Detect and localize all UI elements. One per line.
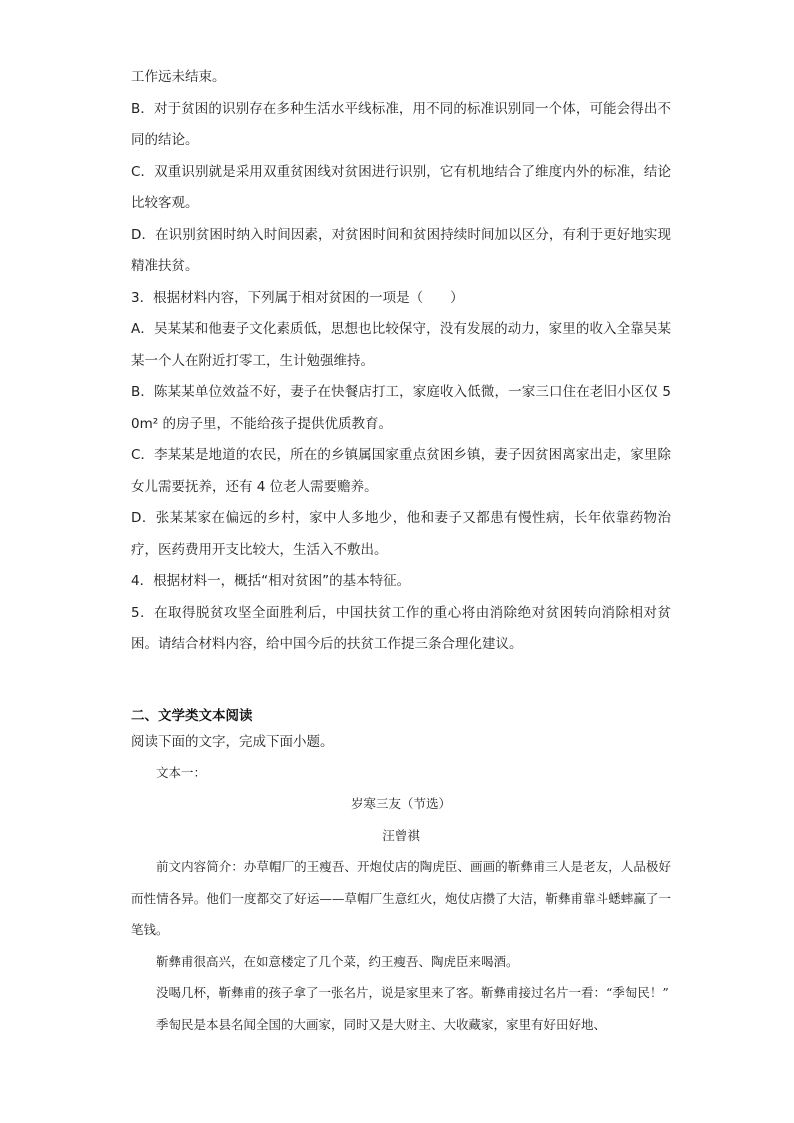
q3-option-c: C．李某某是地道的农民，所在的乡镇属国家重点贫困乡镇，妻子因贫困离家出走，家里除女儿需要抚养，还有 4 位老人需要赡养。	[131, 447, 671, 495]
option-d: D．在识别贫困时纳入时间因素，对贫困时间和贫困持续时间加以区分，有利于更好地实现精准扶贫。	[131, 226, 671, 274]
question-3: 3．根据材料内容，下列属于相对贫困的一项是（ ）	[131, 289, 464, 306]
q3-option-d: D．张某某家在偏远的乡村，家中人多地少，他和妻子又都患有慢性病，长年依靠药物治疗，医药费用开支比较大，生活入不敷出。	[131, 510, 671, 558]
option-b: B．对于贫困的识别存在多种生活水平线标准，用不同的标准识别同一个体，可能会得出不同的结论。	[131, 100, 671, 148]
story-author: 汪曾祺	[382, 827, 420, 843]
text-line: 工作远未结束。	[131, 69, 226, 85]
section-spacer	[131, 661, 671, 703]
question-4: 4．根据材料一，概括“相对贫困”的基本特征。	[131, 573, 411, 589]
section-intro: 阅读下面的文字，完成下面小题。	[131, 733, 334, 750]
story-paragraph: 靳彝甫很高兴，在如意楼定了几个菜，约王瘦吾、陶虎臣来喝酒。	[156, 953, 519, 969]
option-c: C．双重识别就是采用双重贫困线对贫困进行识别，它有机地结合了维度内外的标准，结论比较客观。	[131, 163, 671, 211]
section-title: 二、文学类文本阅读	[131, 707, 253, 724]
document-content	[131, 62, 671, 1040]
story-title: 岁寒三友（节选）	[350, 796, 451, 811]
q3-option-b: B．陈某某单位效益不好，妻子在快餐店打工，家庭收入低微，一家三口住在老旧小区仅 50m² 的房子里，不能给孩子提供优质教育。	[131, 384, 671, 432]
text-label: 文本一：	[156, 764, 207, 780]
q3-option-a: A．吴某某和他妻子文化素质低，思想也比较保守，没有发展的动力，家里的收入全靠吴某某一个人在附近打零工，生计勉强维持。	[131, 321, 671, 369]
question-5: 5．在取得脱贫攻坚全面胜利后，中国扶贫工作的重心将由消除绝对贫困转向消除相对贫困。请结合材料内容，给中国今后的扶贫工作提三条合理化建议。	[131, 604, 671, 652]
story-paragraph: 没喝几杯，靳彝甫的孩子拿了一张名片，说是家里来了客。靳彝甫接过名片一看：“季匋民！”	[156, 985, 669, 1000]
story-paragraph: 季匋民是本县名闻全国的大画家，同时又是大财主、大收藏家，家里有好田好地、	[156, 1016, 607, 1032]
story-paragraph: 前文内容简介：办草帽厂的王瘦吾、开炮仗店的陶虎臣、画画的靳彝甫三人是老友，人品极好而性情各异。他们一度都交了好运——草帽厂生意红火，炮仗店攒了大洁，靳彝甫靠斗蟋蟀赢了一笔钱。	[131, 859, 671, 937]
